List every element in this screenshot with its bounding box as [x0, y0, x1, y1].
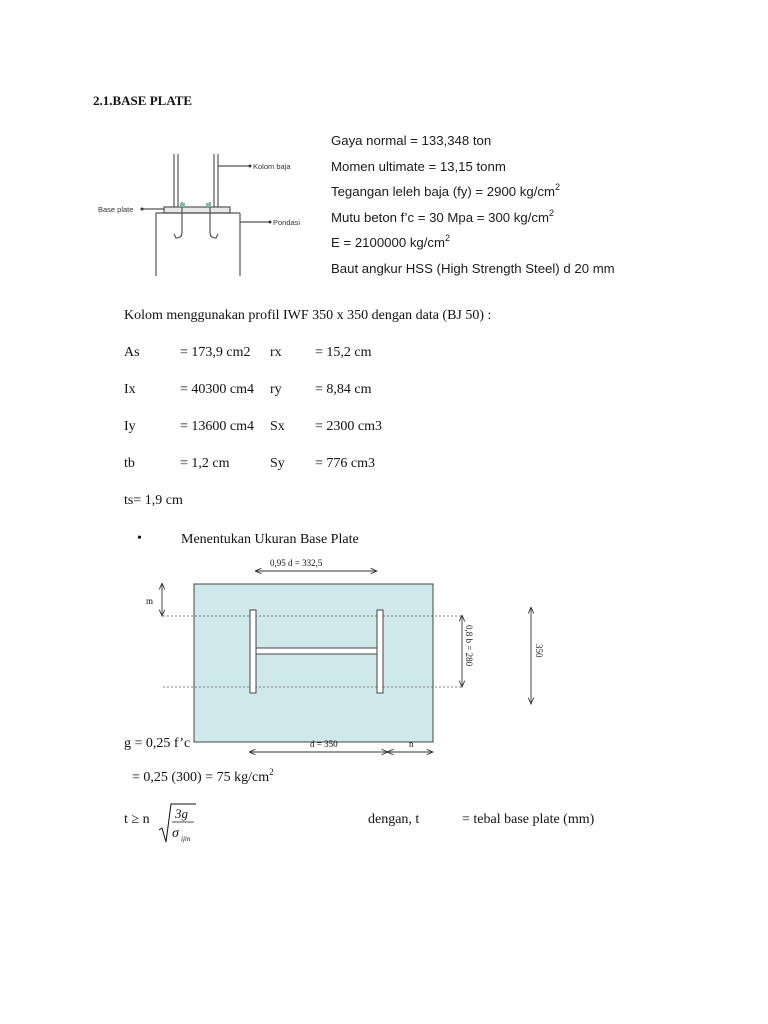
design-parameters [331, 128, 615, 282]
formula-t-lhs: t ≥ n [124, 812, 150, 827]
fraction-denominator-sub: ijin [181, 835, 191, 843]
label-kolom-baja: Kolom baja [253, 162, 291, 171]
formula-g-value: = 0,25 (300) = 75 $kg/cm^2$ [132, 767, 274, 785]
base-plate-plan-diagram [138, 556, 558, 766]
bullet-marker: • [137, 531, 142, 546]
iwf-web [256, 648, 377, 654]
base-plate-sketch [94, 152, 314, 278]
bullet-text: Menentukan Ukuran Base Plate [181, 532, 359, 547]
dim-label-top: 0,95 d = 332,5 [270, 558, 323, 568]
iwf-flange-right [377, 610, 383, 693]
dim-label-350: 350 [534, 644, 544, 658]
formula-dengan-def: = tebal base plate (mm) [462, 812, 595, 827]
formula-dengan: dengan, t [368, 812, 420, 827]
param-normal-force: Gaya normal = 133,348 ton [331, 133, 492, 148]
formula-g: g = 0,25 f’c [124, 736, 191, 751]
fraction-numerator: 3g [175, 806, 188, 821]
dim-label-n: n [409, 739, 414, 749]
formula-sqrt [158, 800, 198, 846]
dim-label-b: 0,8 b = 280 [464, 625, 474, 667]
base-plate [164, 207, 230, 213]
profile-intro: Kolom menggunakan profil IWF 350 x 350 dengan data (BJ 50) : [124, 308, 492, 323]
section-heading: 2.1.BASE PLATE [93, 93, 193, 108]
fraction-denominator-sigma: σ [172, 826, 179, 841]
base-plate-rect [194, 584, 433, 742]
bolt-nuts [180, 203, 211, 207]
label-pondasi: Pondasi [273, 218, 301, 227]
param-ultimate-moment: Momen ultimate = 13,15 tonm [331, 158, 506, 174]
param-yield-stress: Tegangan leleh baja (fy) = 2900 $kg/cm^2$ [331, 182, 560, 200]
param-anchor-bolt: Baut angkur HSS (High Strength Steel) d 20 mm [331, 260, 615, 276]
profile-ts: ts= 1,9 cm [124, 493, 183, 508]
label-base-plate: Base plate [98, 205, 134, 214]
iwf-flange-left [250, 610, 256, 693]
dim-label-d: d = 350 [310, 739, 338, 749]
param-concrete-quality: Mutu beton f’c = 30 Mpa = 300 $kg/cm^2$ [331, 207, 554, 225]
dim-label-m: m [146, 596, 154, 606]
param-elastic-modulus: E = 2100000 $kg/cm^2$ [331, 233, 451, 251]
